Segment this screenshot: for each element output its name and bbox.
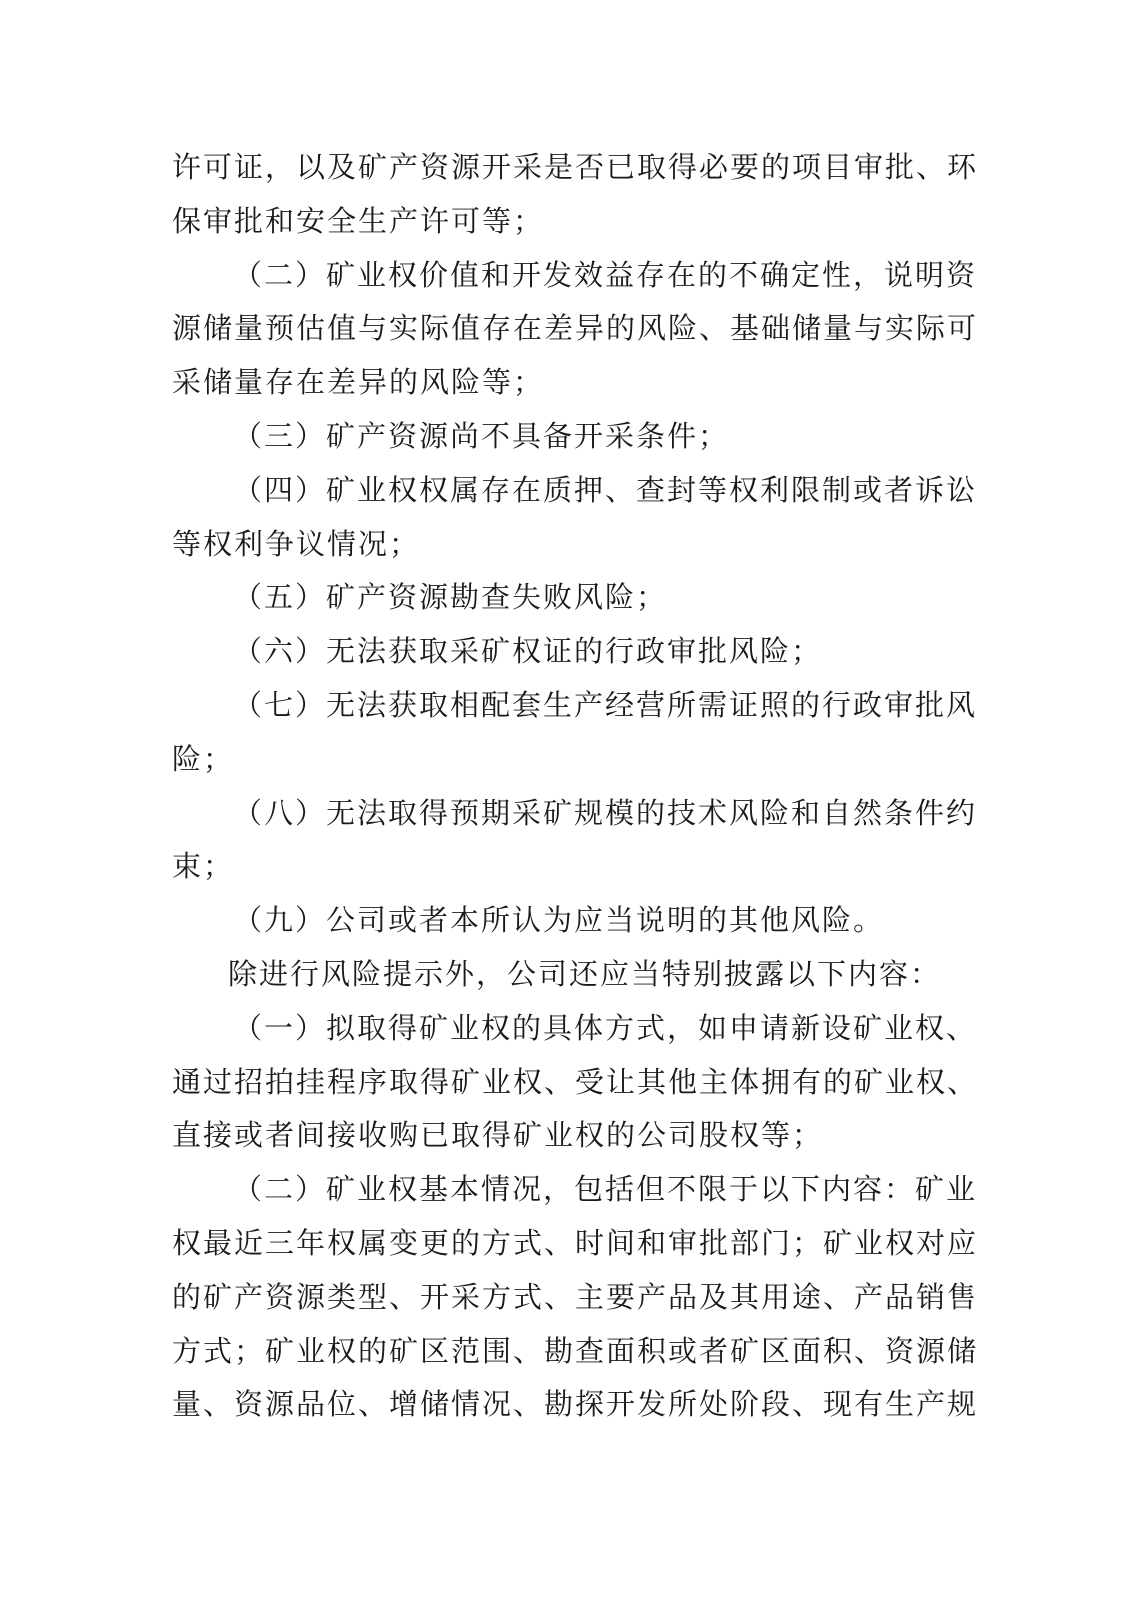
text-line: 通过招拍挂程序取得矿业权、受让其他主体拥有的矿业权、: [172, 1064, 979, 1099]
text-line: 源储量预估值与实际值存在差异的风险、基础储量与实际可: [172, 311, 979, 346]
text-line: （二）矿业权基本情况，包括但不限于以下内容：矿业: [233, 1172, 978, 1207]
text-line: （六）无法获取采矿权证的行政审批风险；: [233, 634, 823, 669]
text-line: 除进行风险提示外，公司还应当特别披露以下内容：: [228, 956, 942, 991]
text-line: （九）公司或者本所认为应当说明的其他风险。: [233, 903, 885, 938]
text-line: 采储量存在差异的风险等；: [172, 365, 545, 400]
text-line: （五）矿产资源勘查失败风险；: [233, 580, 668, 615]
text-line: （八）无法取得预期采矿规模的技术风险和自然条件约: [233, 795, 978, 830]
text-line: 许可证，以及矿产资源开采是否已取得必要的项目审批、环: [172, 150, 979, 184]
text-line: 等权利争议情况；: [172, 526, 421, 561]
text-line: 权最近三年权属变更的方式、时间和审批部门；矿业权对应: [172, 1225, 979, 1260]
text-line: 保审批和安全生产许可等；: [172, 203, 545, 238]
text-line: 险；: [172, 741, 235, 776]
text-line: 方式；矿业权的矿区范围、勘查面积或者矿区面积、资源储: [172, 1333, 979, 1368]
text-line: 束；: [172, 849, 235, 884]
document-body: [172, 141, 979, 1432]
text-line: 的矿产资源类型、开采方式、主要产品及其用途、产品销售: [172, 1279, 979, 1314]
text-line: （一）拟取得矿业权的具体方式，如申请新设矿业权、: [233, 1010, 978, 1045]
text-line: 量、资源品位、增储情况、勘探开发所处阶段、现有生产规: [172, 1387, 979, 1422]
text-line: 直接或者间接收购已取得矿业权的公司股权等；: [172, 1118, 824, 1153]
text-line: （四）矿业权权属存在质押、查封等权利限制或者诉讼: [233, 472, 978, 507]
text-line: （二）矿业权价值和开发效益存在的不确定性，说明资: [233, 257, 978, 292]
text-line: （三）矿产资源尚不具备开采条件；: [233, 418, 730, 453]
text-line: （七）无法获取相配套生产经营所需证照的行政审批风: [233, 687, 978, 722]
